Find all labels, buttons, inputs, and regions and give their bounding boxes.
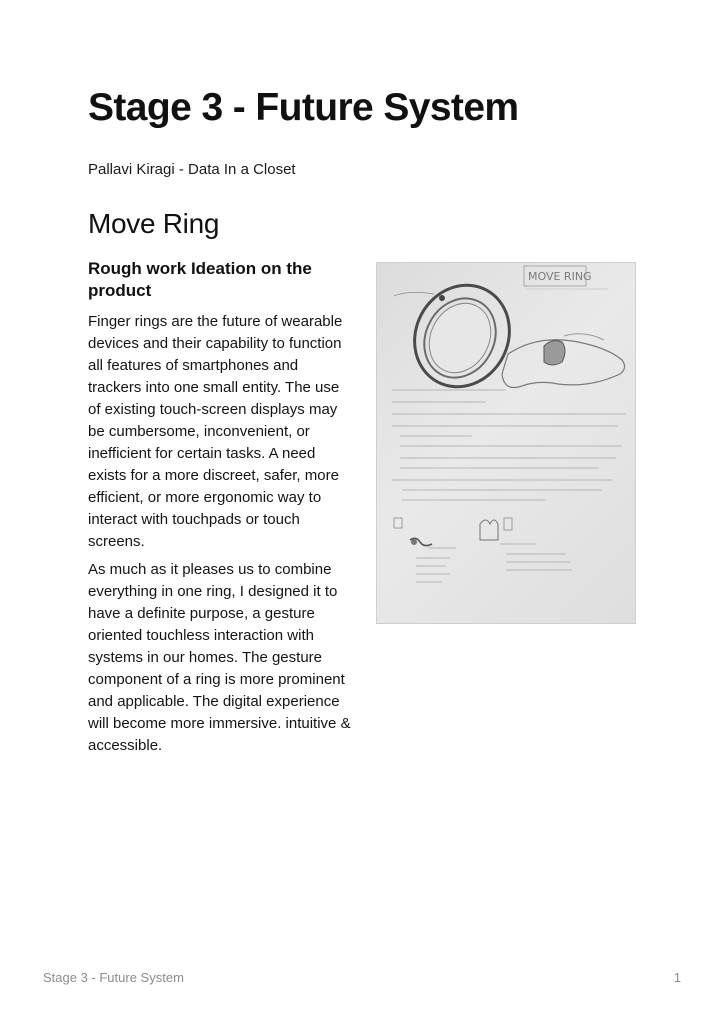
sketch-title: MOVE RING [528,270,592,283]
page-subtitle: Pallavi Kiragi - Data In a Closet [88,161,296,178]
body-text-column [88,258,354,763]
page-number: 1 [673,970,681,985]
footer-label: Stage 3 - Future System [43,970,184,985]
page-title: Stage 3 - Future System [88,86,519,129]
section-title: Move Ring [88,208,220,239]
paragraph-2: As much as it pleases us to combine everything in one ring, I designed it to have a definite purpose, a gesture oriented touchless interaction with systems in our homes. The gesture component of a ring is more prominent and applicable. The digital experience will become more immersive. intuitive & accessible. [88,561,351,754]
ring-sketch-drawing [376,262,636,624]
subsection-title: Rough work Ideation on the product [88,259,312,300]
paragraph-1: Finger rings are the future of wearable devices and their capability to function all features of smartphones and trackers into one small entity. The use of existing touch-screen displays may be cumbersome, inconvenient, or inefficient for certain tasks. A need exists for a more discreet, safer, more efficient, or more ergonomic way to interact with touchpads or touch screens. [88,313,343,550]
ring-sketch-image [376,262,636,624]
